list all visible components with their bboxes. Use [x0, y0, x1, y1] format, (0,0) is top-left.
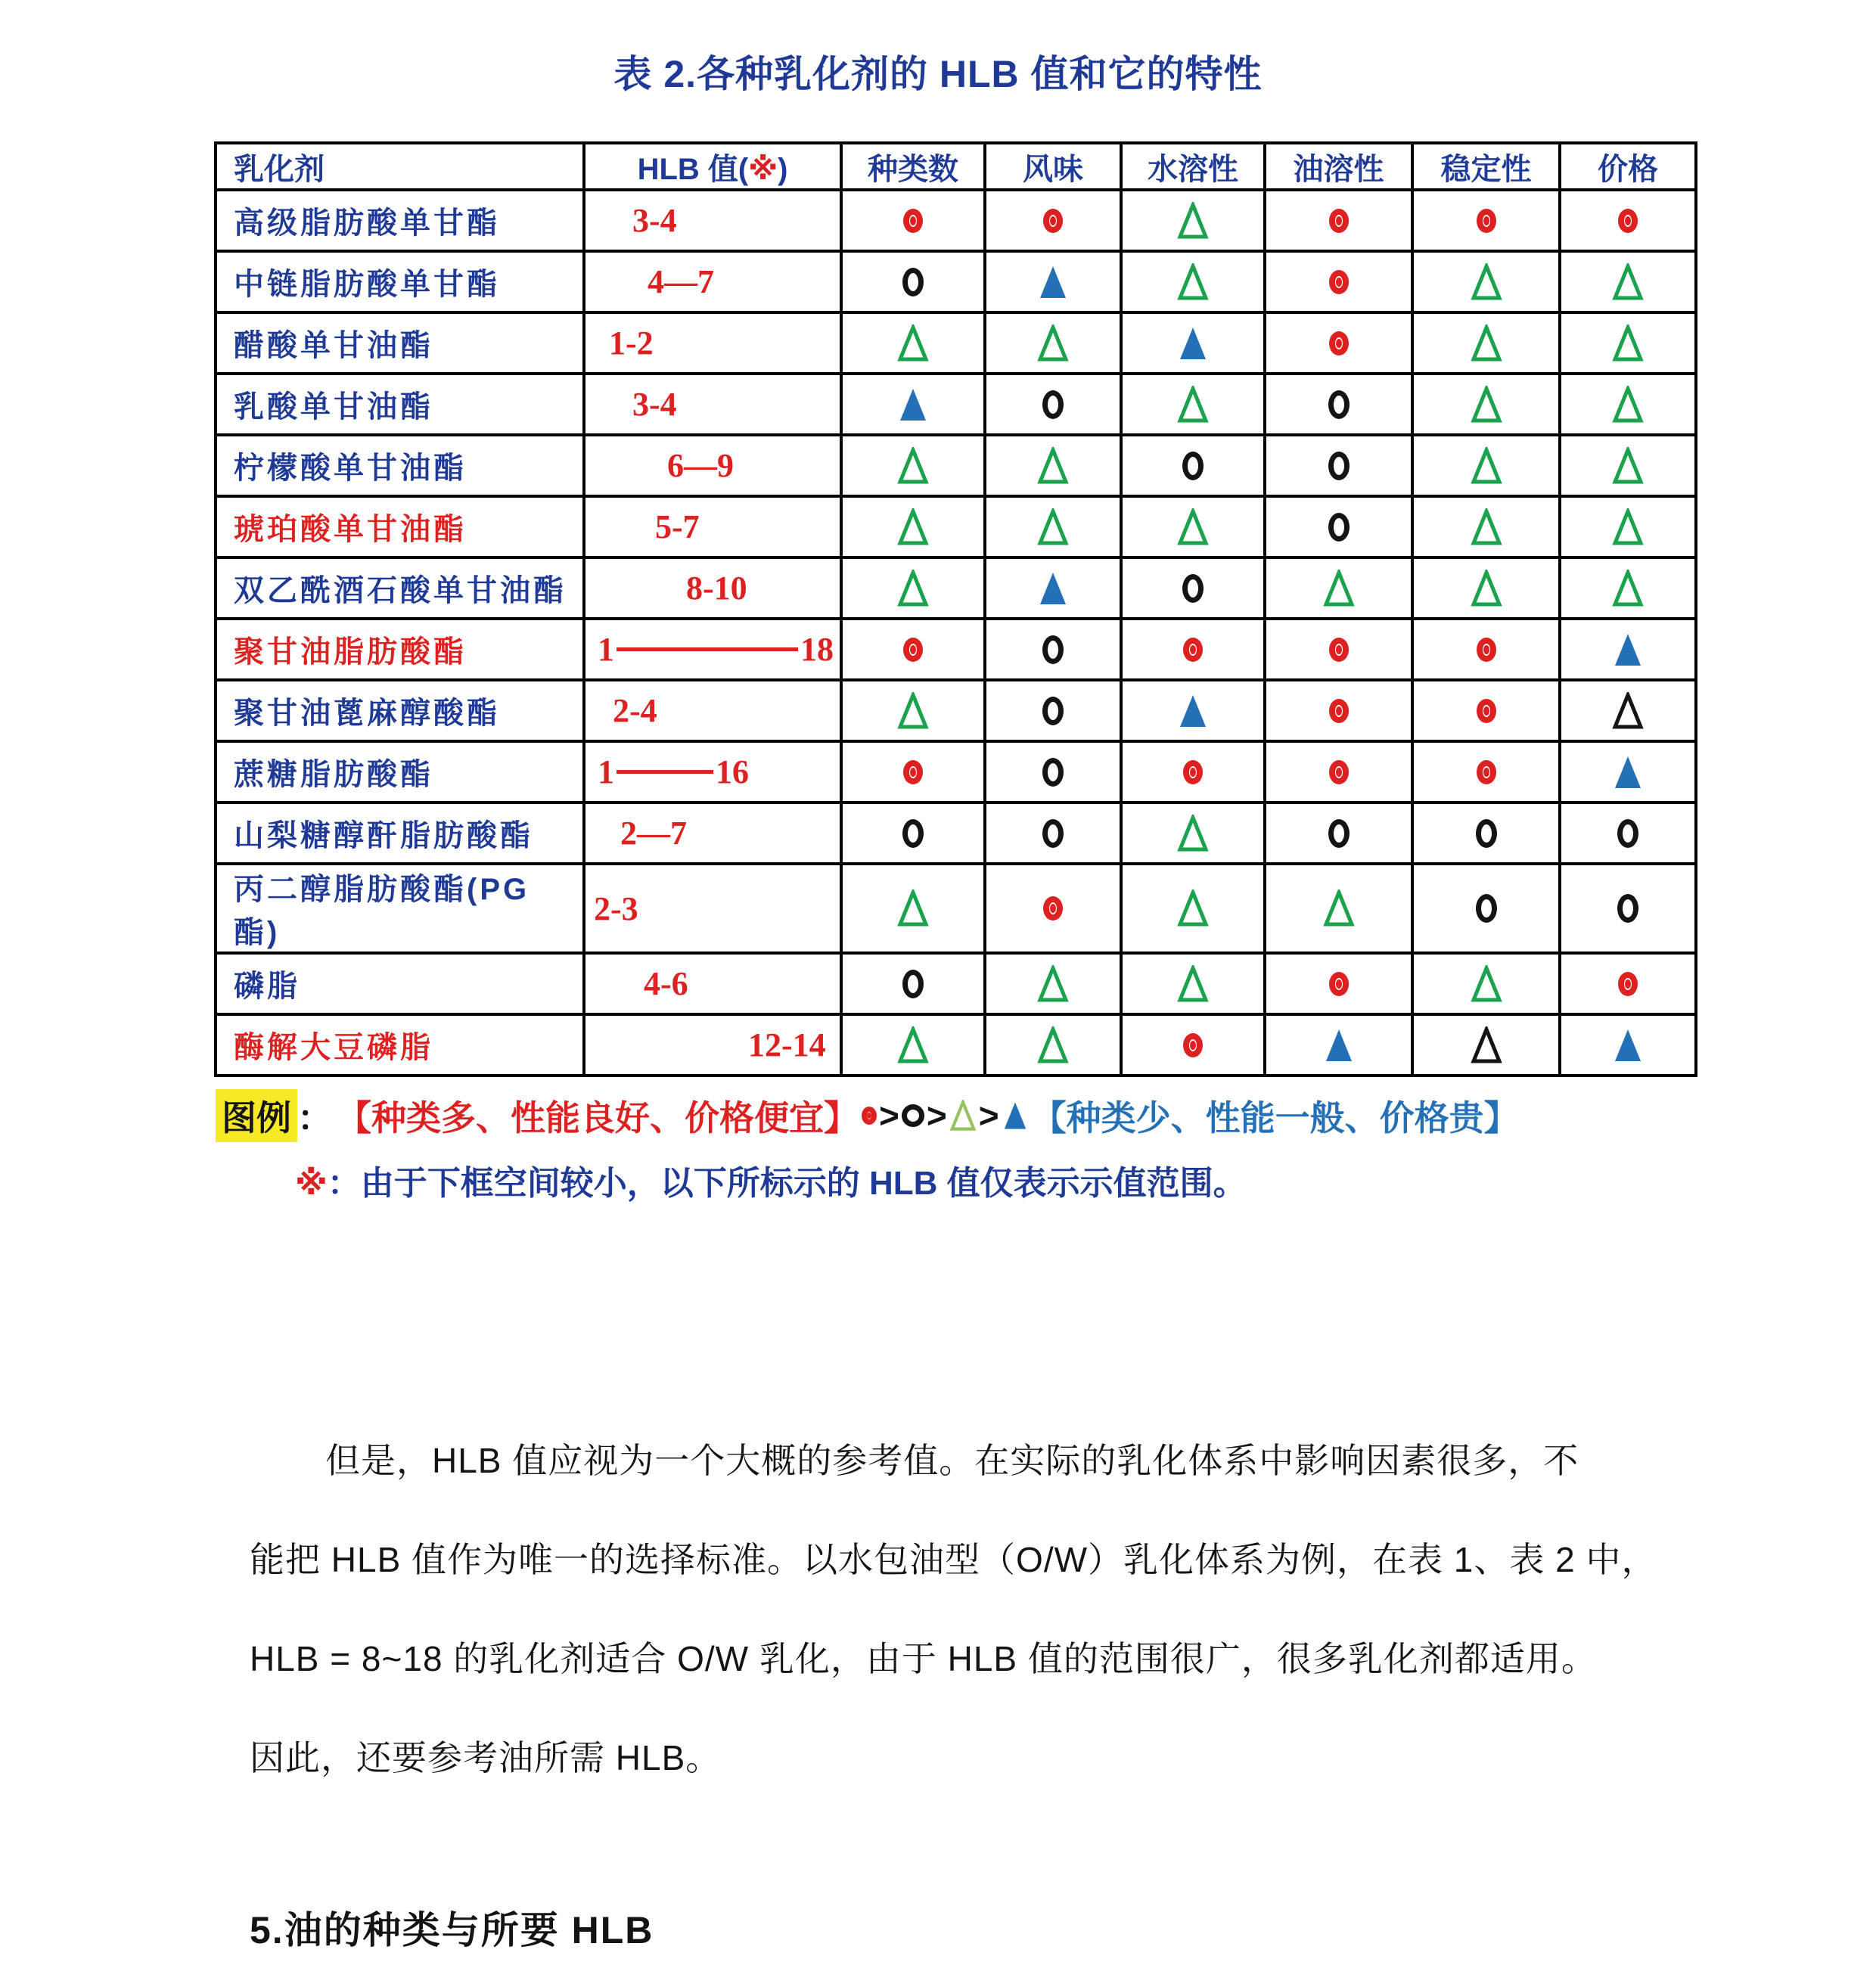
emulsifier-name-cell: 醋酸单甘油酯 [216, 312, 584, 374]
hlb-value-cell: 3-4 [584, 190, 841, 251]
symbol-cell [985, 374, 1121, 435]
green-triangle-symbol [1177, 508, 1209, 546]
symbol-cell [1560, 741, 1696, 802]
green-triangle-symbol [1471, 263, 1502, 301]
blue-filled-triangle-symbol [1177, 692, 1209, 730]
double-circle-symbol [1329, 760, 1349, 784]
symbol-cell [1265, 251, 1412, 312]
circle-symbol [1328, 513, 1350, 542]
symbol-cell [985, 864, 1121, 953]
symbol-cell [841, 1014, 985, 1076]
green-triangle-symbol [1323, 889, 1355, 927]
symbol-cell [841, 557, 985, 619]
table-row [216, 557, 1696, 619]
symbol-cell [1412, 741, 1560, 802]
circle-symbol [1328, 452, 1350, 480]
symbol-cell [841, 619, 985, 680]
symbol-cell [1412, 953, 1560, 1014]
circle-symbol [1042, 819, 1064, 848]
hlb-range-line [617, 770, 713, 774]
body-text-line: HLB = 8~18 的乳化剂适合 O/W 乳化，由于 HLB 值的范围很广，很多乳化剂都适用。 [250, 1638, 1597, 1678]
emulsifier-name-cell: 高级脂肪酸单甘酯 [216, 190, 584, 251]
header-row [216, 143, 1696, 190]
symbol-cell [1265, 374, 1412, 435]
hlb-value-cell: 12-14 [584, 1014, 841, 1076]
green-triangle-symbol [1612, 570, 1644, 607]
circle-symbol [1182, 574, 1204, 603]
emulsifier-name-cell: 中链脂肪酸单甘酯 [216, 251, 584, 312]
symbol-cell [1265, 953, 1412, 1014]
table-row [216, 374, 1696, 435]
blue-filled-triangle-symbol [897, 386, 929, 424]
symbol-cell [1412, 435, 1560, 496]
hlb-range-line [617, 647, 798, 651]
circle-symbol [1042, 390, 1064, 419]
emulsifier-name-cell: 聚甘油蓖麻醇酸酯 [216, 680, 584, 741]
double-circle-symbol [1618, 209, 1638, 233]
symbol-cell [1121, 251, 1265, 312]
symbol-cell [841, 864, 985, 953]
table-row [216, 312, 1696, 374]
symbol-cell [985, 435, 1121, 496]
symbol-cell [985, 741, 1121, 802]
green-triangle-symbol [897, 889, 929, 927]
green-triangle-symbol [1612, 263, 1644, 301]
symbol-cell [841, 741, 985, 802]
emulsifier-name-cell: 酶解大豆磷脂 [216, 1014, 584, 1076]
double-circle-symbol [1329, 638, 1349, 662]
symbol-cell [1412, 190, 1560, 251]
light-green-triangle-symbol [949, 1100, 977, 1132]
table-title: 表 2.各种乳化剂的 HLB 值和它的特性 [613, 53, 1263, 95]
green-triangle-symbol [897, 447, 929, 485]
table-body [216, 190, 1696, 1076]
symbol-cell [1412, 496, 1560, 557]
hlb-value-cell: 3-4 [584, 374, 841, 435]
symbol-cell [1560, 496, 1696, 557]
green-triangle-symbol [1177, 965, 1209, 1003]
symbol-cell [1560, 619, 1696, 680]
double-circle-symbol [1183, 760, 1203, 784]
body-text [250, 1408, 1657, 1805]
symbol-cell [1265, 435, 1412, 496]
symbol-cell [1560, 557, 1696, 619]
hlb-value-cell: 2—7 [584, 802, 841, 864]
double-circle-symbol [903, 209, 923, 233]
body-text-line: 能把 HLB 值作为唯一的选择标准。以水包油型（O/W）乳化体系为例，在表 1、表 2 中， [250, 1539, 1657, 1579]
symbol-cell [1121, 190, 1265, 251]
emulsifier-name-cell: 柠檬酸单甘油酯 [216, 435, 584, 496]
table-row [216, 1014, 1696, 1076]
header-稳定性: 稳定性 [1412, 143, 1560, 190]
green-triangle-symbol [897, 570, 929, 607]
greater-than-sign: > [879, 1096, 899, 1135]
table-row [216, 251, 1696, 312]
symbol-cell [1265, 496, 1412, 557]
footnote-text: ：由于下框空间较小，以下所标示的 HLB 值仅表示示值范围。 [327, 1165, 1247, 1202]
double-circle-symbol [1329, 209, 1349, 233]
black-triangle-symbol [1471, 1026, 1502, 1064]
symbol-cell [1412, 251, 1560, 312]
symbol-cell [841, 190, 985, 251]
symbol-cell [1560, 680, 1696, 741]
symbol-cell [985, 1014, 1121, 1076]
green-triangle-symbol [1612, 386, 1644, 424]
header-油溶性: 油溶性 [1265, 143, 1412, 190]
symbol-cell [1265, 864, 1412, 953]
symbol-cell [1412, 312, 1560, 374]
symbol-cell [985, 496, 1121, 557]
symbol-cell [1121, 680, 1265, 741]
legend [216, 1088, 1728, 1204]
green-triangle-symbol [1471, 965, 1502, 1003]
header-hlb: HLB 值(※) [584, 143, 841, 190]
symbol-cell [985, 312, 1121, 374]
header-风味: 风味 [985, 143, 1121, 190]
circle-symbol [1328, 819, 1350, 848]
blue-filled-triangle-symbol [1612, 1026, 1644, 1064]
blue-filled-triangle-symbol [1037, 263, 1069, 301]
green-triangle-symbol [1037, 447, 1069, 485]
legend-label: 图例 [216, 1089, 297, 1142]
symbol-cell [1121, 864, 1265, 953]
symbol-cell [1560, 374, 1696, 435]
circle-symbol [902, 268, 924, 296]
green-triangle-symbol [1037, 965, 1069, 1003]
symbol-cell [1121, 802, 1265, 864]
green-triangle-symbol [1471, 324, 1502, 362]
symbol-cell [841, 312, 985, 374]
blue-filled-triangle-symbol [1612, 631, 1644, 669]
green-triangle-symbol [1037, 324, 1069, 362]
symbol-cell [841, 953, 985, 1014]
green-triangle-symbol [1471, 386, 1502, 424]
symbol-cell [1121, 1014, 1265, 1076]
emulsifier-name-cell: 磷脂 [216, 953, 584, 1014]
green-triangle-symbol [1177, 263, 1209, 301]
header-种类数: 种类数 [841, 143, 985, 190]
blue-filled-triangle-symbol [1323, 1026, 1355, 1064]
table-row [216, 741, 1696, 802]
symbol-cell [1121, 312, 1265, 374]
circle-symbol [1476, 819, 1497, 848]
header-emulsifier: 乳化剂 [216, 143, 584, 190]
symbol-cell [1121, 496, 1265, 557]
symbol-cell [1121, 435, 1265, 496]
blue-filled-triangle-symbol [1002, 1100, 1029, 1132]
blue-filled-triangle-symbol [1037, 570, 1069, 607]
symbol-cell [1560, 953, 1696, 1014]
footnote-line [216, 1156, 1728, 1204]
symbol-cell [841, 435, 985, 496]
emulsifier-name-cell: 山梨糖醇酐脂肪酸酯 [216, 802, 584, 864]
symbol-cell [841, 374, 985, 435]
symbol-cell [1121, 374, 1265, 435]
double-circle-symbol [1329, 699, 1349, 723]
emulsifier-name-cell: 蔗糖脂肪酸酯 [216, 741, 584, 802]
green-triangle-symbol [1177, 815, 1209, 852]
legend-bad-bracket: 【种类少、性能一般、价格贵】 [1031, 1098, 1519, 1138]
table-row [216, 953, 1696, 1014]
circle-symbol [1328, 390, 1350, 419]
symbol-cell [1560, 802, 1696, 864]
symbol-cell [985, 251, 1121, 312]
table-row [216, 190, 1696, 251]
symbol-cell [1265, 312, 1412, 374]
symbol-cell [1265, 741, 1412, 802]
double-circle-symbol [1618, 972, 1638, 996]
hlb-value-cell: 1 18 [584, 619, 841, 680]
symbol-cell [1265, 802, 1412, 864]
symbol-cell [1412, 557, 1560, 619]
legend-line [216, 1088, 1728, 1144]
symbol-cell [1121, 557, 1265, 619]
header-价格: 价格 [1560, 143, 1696, 190]
table-row [216, 619, 1696, 680]
legend-symbol-order [862, 1095, 1029, 1136]
body-text-line: 因此，还要参考油所需 HLB。 [250, 1737, 722, 1777]
hlb-value-cell: 2-4 [584, 680, 841, 741]
symbol-cell [841, 680, 985, 741]
hlb-value-cell: 6—9 [584, 435, 841, 496]
legend-colon: ： [297, 1098, 332, 1138]
header-水溶性: 水溶性 [1121, 143, 1265, 190]
symbol-cell [1265, 557, 1412, 619]
greater-than-sign: > [978, 1096, 999, 1135]
greater-than-sign: > [926, 1096, 947, 1135]
symbol-cell [1412, 619, 1560, 680]
emulsifier-name-cell: 双乙酰酒石酸单甘油酯 [216, 557, 584, 619]
table-head [216, 143, 1696, 190]
symbol-cell [1265, 190, 1412, 251]
symbol-cell [1265, 680, 1412, 741]
symbol-cell [985, 680, 1121, 741]
symbol-cell [1560, 312, 1696, 374]
double-circle-symbol [1183, 1033, 1203, 1057]
circle-symbol [902, 970, 924, 998]
symbol-cell [1412, 864, 1560, 953]
green-triangle-symbol [897, 692, 929, 730]
green-triangle-symbol [1471, 570, 1502, 607]
green-triangle-symbol [897, 324, 929, 362]
body-text-line: 但是，HLB 值应视为一个大概的参考值。在实际的乳化体系中影响因素很多，不 [325, 1440, 1579, 1480]
green-triangle-symbol [1037, 508, 1069, 546]
emulsifier-name-cell: 琥珀酸单甘油酯 [216, 496, 584, 557]
double-circle-symbol [1477, 209, 1496, 233]
double-circle-symbol [903, 760, 923, 784]
table-row [216, 680, 1696, 741]
table-row [216, 864, 1696, 953]
blue-filled-triangle-symbol [1612, 753, 1644, 791]
symbol-cell [1265, 1014, 1412, 1076]
green-triangle-symbol [1471, 508, 1502, 546]
emulsifier-hlb-table [214, 141, 1697, 1077]
double-circle-symbol [1477, 638, 1496, 662]
table-row [216, 496, 1696, 557]
green-triangle-symbol [1177, 202, 1209, 240]
circle-symbol [1042, 697, 1064, 725]
table-row [216, 435, 1696, 496]
circle-symbol [1182, 452, 1204, 480]
symbol-cell [1121, 619, 1265, 680]
hlb-value-cell: 5-7 [584, 496, 841, 557]
symbol-cell [1560, 251, 1696, 312]
symbol-cell [841, 251, 985, 312]
hlb-value-cell: 2-3 [584, 864, 841, 953]
hlb-value-cell: 4—7 [584, 251, 841, 312]
emulsifier-name-cell: 聚甘油脂肪酸酯 [216, 619, 584, 680]
green-triangle-symbol [1177, 889, 1209, 927]
symbol-cell [1412, 1014, 1560, 1076]
double-circle-symbol [862, 1107, 877, 1125]
circle-symbol [902, 819, 924, 848]
symbol-cell [1412, 374, 1560, 435]
symbol-cell [1560, 435, 1696, 496]
double-circle-symbol [1477, 760, 1496, 784]
symbol-cell [1121, 953, 1265, 1014]
table-row [216, 802, 1696, 864]
double-circle-symbol [1329, 331, 1349, 355]
symbol-cell [985, 802, 1121, 864]
double-circle-symbol [1329, 972, 1349, 996]
section-heading: 5.油的种类与所要 HLB [250, 1909, 654, 1951]
circle-symbol [1042, 635, 1064, 664]
green-triangle-symbol [897, 1026, 929, 1064]
double-circle-symbol [1329, 270, 1349, 294]
symbol-cell [985, 190, 1121, 251]
footnote-star-icon: ※ [295, 1165, 328, 1202]
symbol-cell [841, 802, 985, 864]
legend-good-bracket: 【种类多、性能良好、价格便宜】 [337, 1098, 859, 1138]
green-triangle-symbol [1612, 324, 1644, 362]
double-circle-symbol [1043, 896, 1063, 920]
blue-filled-triangle-symbol [1177, 324, 1209, 362]
hlb-value-cell: 4-6 [584, 953, 841, 1014]
circle-symbol [902, 1104, 924, 1127]
symbol-cell [985, 953, 1121, 1014]
green-triangle-symbol [897, 508, 929, 546]
hlb-value-cell: 1-2 [584, 312, 841, 374]
green-triangle-symbol [1612, 508, 1644, 546]
symbol-cell [1265, 619, 1412, 680]
green-triangle-symbol [1612, 447, 1644, 485]
black-triangle-symbol [1612, 692, 1644, 730]
circle-symbol [1617, 894, 1638, 923]
symbol-cell [985, 557, 1121, 619]
symbol-cell [1560, 864, 1696, 953]
symbol-cell [1560, 1014, 1696, 1076]
green-triangle-symbol [1037, 1026, 1069, 1064]
circle-symbol [1476, 894, 1497, 923]
symbol-cell [1121, 741, 1265, 802]
symbol-cell [985, 619, 1121, 680]
green-triangle-symbol [1323, 570, 1355, 607]
double-circle-symbol [1477, 699, 1496, 723]
symbol-cell [841, 496, 985, 557]
circle-symbol [1617, 819, 1638, 848]
green-triangle-symbol [1471, 447, 1502, 485]
hlb-star-icon: ※ [748, 152, 778, 186]
circle-symbol [1042, 758, 1064, 787]
symbol-cell [1412, 802, 1560, 864]
double-circle-symbol [903, 638, 923, 662]
emulsifier-name-cell: 丙二醇脂肪酸酯(PG 酯) [216, 864, 584, 953]
symbol-cell [1560, 190, 1696, 251]
symbol-cell [1412, 680, 1560, 741]
double-circle-symbol [1183, 638, 1203, 662]
hlb-value-cell: 8-10 [584, 557, 841, 619]
green-triangle-symbol [1177, 386, 1209, 424]
double-circle-symbol [1043, 209, 1063, 233]
emulsifier-name-cell: 乳酸单甘油酯 [216, 374, 584, 435]
hlb-value-cell: 1 16 [584, 741, 841, 802]
